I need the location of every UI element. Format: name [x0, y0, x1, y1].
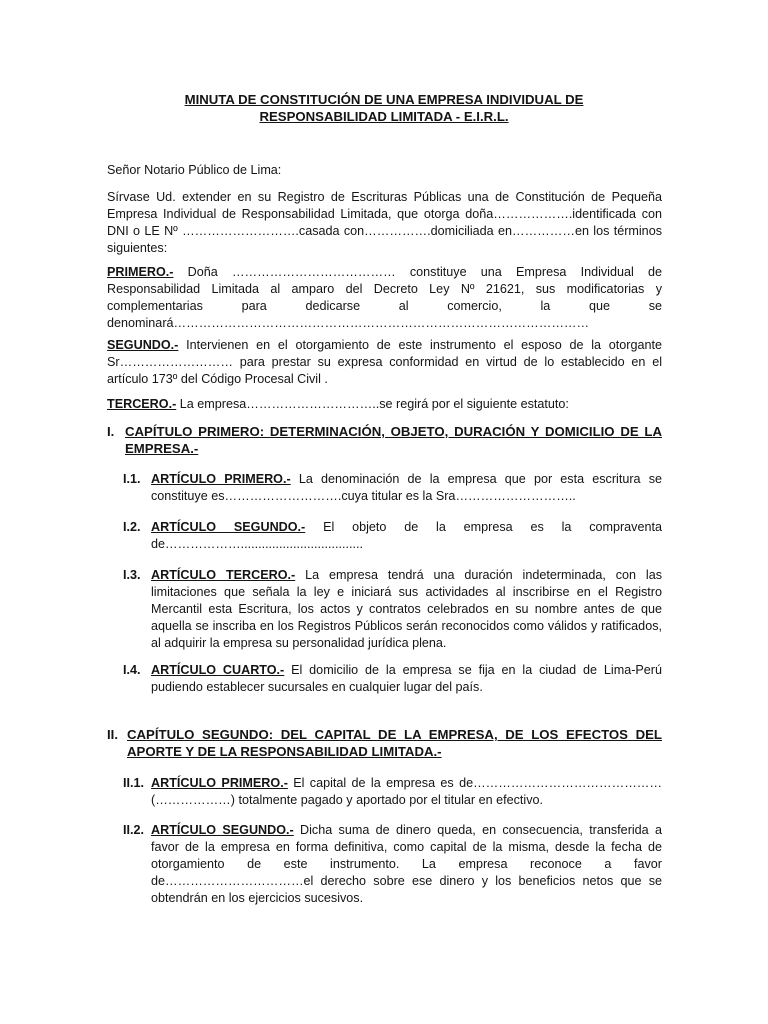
article-text: El domicilio de la empresa se fija en la ciudad de Lima-Perú pudiendo establecer sucursales en cualquier lugar del país. — [151, 663, 662, 694]
article-heading: ARTÍCULO PRIMERO.- — [151, 472, 291, 486]
intro-paragraph: Sírvase Ud. extender en su Registro de Escrituras Públicas una de Constitución de Pequeña Empresa Individual de Responsabilidad Limitada, que otorga doña……………….identificada con DNI o LE Nº ……………………….casada con…………….domiciliada en……………en los términos siguientes: — [107, 190, 662, 255]
article-ii-1 — [123, 775, 662, 809]
article-ii-2 — [123, 822, 662, 907]
article-i-1 — [123, 471, 662, 505]
article-number: I.1. — [123, 472, 141, 486]
clause-tercero — [107, 396, 662, 413]
article-number: II.1. — [123, 776, 144, 790]
clause-primero-line-3: complementarias para dedicarse al comercio, la que se — [107, 299, 662, 313]
salutation: Señor Notario Público de Lima: — [107, 163, 282, 177]
clause-primero — [107, 264, 662, 332]
chapter-1-heading — [107, 423, 662, 457]
chapter-1-number: I. — [107, 424, 115, 439]
article-text: La empresa tendrá una duración indeterminada, con las limitaciones que señala la ley e iniciará sus actividades al inscribirse en el Registro Mercantil esta Escritura, los actos y contratos celebrados en su nombre antes de que aquella se inscriba en los Registros Públicos serán reconocidos como válidos y ratificados, al adquirir la empresa su personalidad jurídica plena. — [151, 568, 663, 650]
clause-segundo — [107, 337, 662, 388]
chapter-2-title: CAPÍTULO SEGUNDO: DEL CAPITAL DE LA EMPRESA, DE LOS EFECTOS DEL APORTE Y DE LA RESPONSABILIDAD LIMITADA.- — [127, 727, 662, 759]
clause-primero-label: PRIMERO.- — [107, 265, 174, 279]
article-text: El capital de la empresa es de……………………………………… (………………) totalmente pagado y aportado por el titular en efectivo. — [151, 776, 662, 807]
article-i-4 — [123, 662, 662, 696]
chapter-2-heading — [107, 726, 662, 760]
article-heading: ARTÍCULO CUARTO.- — [151, 663, 285, 677]
chapter-1-title: CAPÍTULO PRIMERO: DETERMINACIÓN, OBJETO, DURACIÓN Y DOMICILIO DE LA EMPRESA.- — [125, 424, 662, 456]
article-number: I.4. — [123, 663, 141, 677]
article-i-2 — [123, 519, 662, 553]
clause-primero-line-1: Doña ………………………………… constituye una Empresa Individual de — [173, 265, 662, 279]
clause-segundo-text: Intervienen en el otorgamiento de este instrumento el esposo de la otorgante Sr……………………… para prestar su expresa conformidad en virtud de lo establecido en el artículo 173º del Código Procesal Civil . — [107, 338, 662, 386]
article-heading: ARTÍCULO TERCERO.- — [151, 568, 296, 582]
article-number: I.3. — [123, 568, 141, 582]
article-text: La denominación de la empresa que por esta escritura se constituye es……………………….cuya titular es la Sra……………………….. — [151, 472, 662, 503]
clause-segundo-label: SEGUNDO.- — [107, 338, 179, 352]
article-heading: ARTÍCULO SEGUNDO.- — [151, 823, 294, 837]
article-number: I.2. — [123, 520, 141, 534]
clause-primero-line-2: Responsabilidad Limitada al amparo del Decreto Ley Nº 21621, sus modificatorias y — [107, 282, 662, 296]
chapter-2-number: II. — [107, 727, 118, 742]
title-line-1: MINUTA DE CONSTITUCIÓN DE UNA EMPRESA INDIVIDUAL DE — [184, 92, 584, 107]
article-heading: ARTÍCULO PRIMERO.- — [151, 776, 288, 790]
article-number: II.2. — [123, 823, 144, 837]
clause-primero-line-4: denominará……………………………………………………………………………………… — [107, 316, 590, 330]
article-text: Dicha suma de dinero queda, en consecuencia, transferida a favor de la empresa en forma definitiva, como capital de la misma, desde la fecha de otorgamiento de este instrumento. La empresa reconoce a favor de……………………………el derecho sobre ese dinero y los beneficios netos que se obtendrán en los ejercicios sucesivos. — [151, 823, 662, 905]
document-title — [100, 91, 668, 125]
article-heading: ARTÍCULO SEGUNDO.- — [151, 520, 306, 534]
article-i-3 — [123, 567, 662, 652]
article-text: El objeto de la empresa es la compraventa de………………................................... — [151, 520, 662, 551]
title-line-2: RESPONSABILIDAD LIMITADA - E.I.R.L. — [259, 109, 509, 124]
clause-tercero-text: La empresa…………………………..se regirá por el siguiente estatuto: — [176, 397, 569, 411]
clause-tercero-label: TERCERO.- — [107, 397, 177, 411]
